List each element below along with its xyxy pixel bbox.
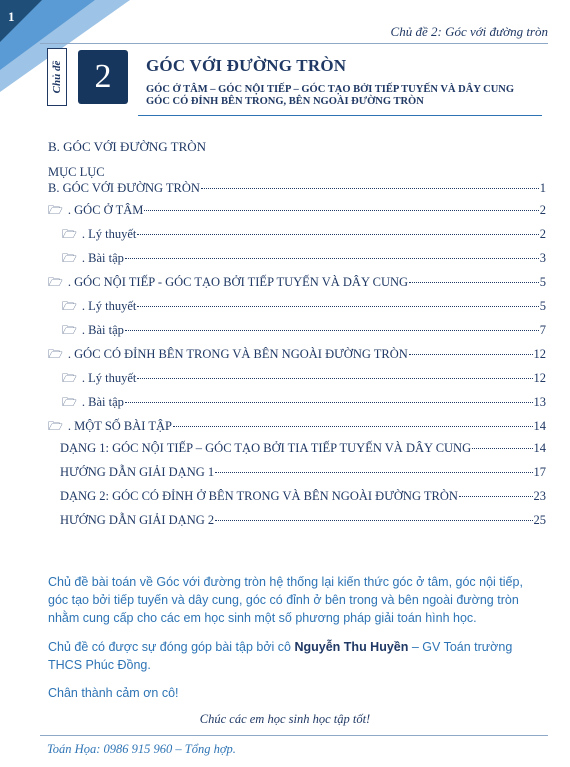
footer-text: Toán Họa: 0986 915 960 – Tổng hợp. [47,742,236,756]
contribution-paragraph [48,638,546,674]
section-heading: B. GÓC VỚI ĐƯỜNG TRÒN [48,139,207,154]
toc-entry-page: 7 [539,323,546,337]
toc-entry-page: 23 [533,489,546,503]
toc-entry-label: DẠNG 1: GÓC NỘI TIẾP – GÓC TẠO BỞI TIA TIẾP TUYẾN VÀ DÂY CUNG [60,441,472,455]
toc-entry-page: 12 [533,347,546,361]
contribution-prefix: Chủ đề có được sự đóng góp bài tập bởi cô [48,640,295,654]
toc-entry-label: . GÓC Ở TÂM [67,203,144,217]
toc-entry[interactable] [48,321,546,345]
subtitle-line-1: GÓC Ở TÂM – GÓC NỘI TIẾP – GÓC TẠO BỞI TIẾP TUYẾN VÀ DÂY CUNG [146,84,515,95]
toc-entry[interactable] [48,297,546,321]
toc-entry-page: 3 [539,251,546,265]
header-divider [40,43,548,44]
toc-entry-label: . Bài tập [81,251,124,265]
toc-entry-label: . Bài tập [81,323,124,337]
intro-paragraph: Chủ đề bài toán về Góc với đường tròn hệ thống lại kiến thức góc ở tâm, góc nội tiếp, góc tạo bởi tiếp tuyến và dây cung, góc có đỉnh ở bên trong và bên ngoài đường tròn nhằm cung cấp cho các em học sinh một số phương pháp giải toán hình học. [48,575,523,625]
title-divider [138,115,542,116]
toc-entry-label: B. GÓC VỚI ĐƯỜNG TRÒN [48,181,200,195]
toc-leader [409,354,533,355]
contribution-suffix: – GV Toán trường THCS Phúc Đồng. [48,640,513,672]
page-subtitle [146,84,514,108]
toc-leader [459,496,533,497]
toc-entry[interactable] [48,201,546,225]
toc-leader [144,210,538,211]
toc-entry[interactable] [48,249,546,273]
toc-entry[interactable] [48,225,546,249]
toc-leader [137,378,532,379]
footer-divider [40,735,548,736]
folder-icon: 🗁 [62,395,77,409]
toc-entry[interactable] [48,345,546,369]
toc-entry-page: 5 [539,299,546,313]
toc-entry-label: HƯỚNG DẪN GIẢI DẠNG 1 [60,465,215,479]
toc-leader [173,426,533,427]
toc-entry[interactable] [48,465,546,489]
toc-entry[interactable] [48,417,546,441]
toc-leader [215,472,532,473]
toc-entry-page: 12 [533,371,546,385]
folder-icon: 🗁 [62,227,77,241]
folder-icon: 🗁 [48,275,63,289]
toc-entry-label: HƯỚNG DẪN GIẢI DẠNG 2 [60,513,215,527]
toc-entry[interactable] [48,181,546,201]
toc-heading: MỤC LỤC [48,165,105,179]
page-number: 1 [8,9,15,24]
thanks-text: Chân thành cảm ơn cô! [48,686,179,700]
chu-de-label: Chủ đề [51,60,63,94]
toc-leader [125,402,533,403]
toc-entry-page: 2 [539,227,546,241]
toc-entry-page: 17 [533,465,546,479]
toc-entry[interactable] [48,489,546,513]
toc-entry[interactable] [48,393,546,417]
toc-entry-page: 2 [539,203,546,217]
toc-entry-page: 5 [539,275,546,289]
toc-entry-page: 1 [539,181,546,195]
toc-entry-label: . Lý thuyết [81,299,137,313]
toc-entry-label: . MỘT SỐ BÀI TẬP [67,419,172,433]
toc-entry[interactable] [48,273,546,297]
table-of-contents [48,164,546,537]
toc-leader [215,520,532,521]
folder-icon: 🗁 [48,347,63,361]
closing-wish: Chúc các em học sinh học tập tốt! [199,712,371,726]
chu-de-label-box [47,48,67,106]
toc-entry-label: . GÓC CÓ ĐỈNH BÊN TRONG VÀ BÊN NGOÀI ĐƯỜNG TRÒN [67,347,408,361]
topic-label: Chủ đề 2: Góc với đường tròn [390,24,548,39]
toc-leader [409,282,539,283]
toc-leader [137,234,538,235]
toc-entry-page: 14 [533,441,546,455]
toc-leader [125,258,539,259]
folder-icon: 🗁 [62,323,77,337]
toc-leader [472,448,532,449]
toc-entry-label: . Lý thuyết [81,371,137,385]
toc-entry-page: 14 [533,419,546,433]
toc-entry-page: 25 [533,513,546,527]
subtitle-line-2: GÓC CÓ ĐỈNH BÊN TRONG, BÊN NGOÀI ĐƯỜNG TRÒN [146,96,424,107]
toc-entry[interactable] [48,513,546,537]
page-title: GÓC VỚI ĐƯỜNG TRÒN [146,56,347,75]
toc-entry-label: . Lý thuyết [81,227,137,241]
toc-entry[interactable] [48,369,546,393]
folder-icon: 🗁 [62,299,77,313]
contribution-author: Nguyễn Thu Huyền [294,640,409,654]
topic-number-box: 2 [78,50,128,104]
folder-icon: 🗁 [48,419,63,433]
toc-entry-label: . GÓC NỘI TIẾP - GÓC TẠO BỞI TIẾP TUYẾN VÀ DÂY CUNG [67,275,409,289]
toc-leader [125,330,539,331]
toc-entry-label: . Bài tập [81,395,124,409]
folder-icon: 🗁 [62,251,77,265]
toc-leader [201,188,539,189]
toc-entry-page: 13 [533,395,546,409]
toc-leader [137,306,538,307]
folder-icon: 🗁 [48,203,63,217]
toc-entry[interactable] [48,441,546,465]
folder-icon: 🗁 [62,371,77,385]
toc-entry-label: DẠNG 2: GÓC CÓ ĐỈNH Ở BÊN TRONG VÀ BÊN NGOÀI ĐƯỜNG TRÒN [60,489,458,503]
